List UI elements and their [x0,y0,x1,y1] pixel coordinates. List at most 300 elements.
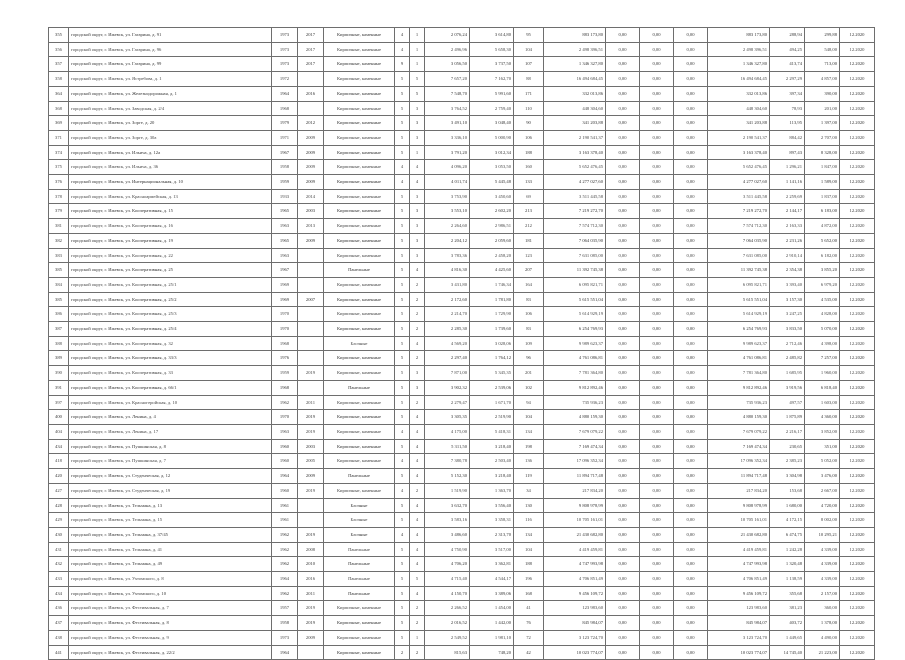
cell-total-area: 2 266,52 [425,601,470,616]
cell-completion-date: 12.2020 [840,483,875,498]
cell-cost-federal: 0,00 [606,469,640,484]
cell-total-cost: 4 880 159,30 [544,410,606,425]
cell-completion-date: 12.2020 [840,336,875,351]
cell-entrances: 2 [410,351,425,366]
cell-total-area: 5 152,30 [425,469,470,484]
cell-living-area: 7 162,70 [470,72,514,87]
cell-wall-material: Кирпичные, каменные [324,630,395,645]
cell-build-year: 1960 [272,454,298,469]
cell-row-number: 376 [49,175,69,190]
cell-entrances: 2 [410,483,425,498]
cell-limit-cost: 8 002,00 [805,513,840,528]
cell-unit-cost: 1 685,95 [770,366,805,381]
cell-living-area: 3 614,80 [470,28,514,43]
cell-limit-cost: 10 295,21 [805,527,840,542]
cell-cost-local: 0,00 [674,586,708,601]
cell-floors: 5 [395,86,410,101]
cell-completion-date: 12.2020 [840,175,875,190]
cell-limit-cost: 3 855,20 [805,263,840,278]
cell-wall-material: Кирпичные, каменные [324,189,395,204]
cell-build-year: 1933 [272,189,298,204]
cell-total-area: 7 548,70 [425,86,470,101]
cell-entrances: 4 [410,586,425,601]
cell-address: городской округ, г. Ижевск, ул. Железнодорожная, д. 1 [69,86,272,101]
cell-build-year: 1962 [272,557,298,572]
cell-cost-local: 0,00 [674,542,708,557]
cell-living-area: 1 454,00 [470,601,514,616]
cell-entrances: 4 [410,336,425,351]
cell-cost-local: 0,00 [674,557,708,572]
cell-total-area: 2 285,30 [425,322,470,337]
cell-living-area: 3 450,60 [470,189,514,204]
cell-build-year: 1965 [272,204,298,219]
cell-total-area: 5 311,50 [425,439,470,454]
cell-cost-regional: 0,00 [640,380,674,395]
cell-floors: 5 [395,292,410,307]
cell-total-cost: 1 346 327,80 [544,57,606,72]
cell-cost-local: 0,00 [674,469,708,484]
cell-completion-date: 12.2020 [840,72,875,87]
cell-total-area: 3 305,35 [425,410,470,425]
cell-total-area: 3 486,60 [425,527,470,542]
cell-cost-local: 0,00 [674,292,708,307]
cell-cost-owners: 123 983,60 [708,601,770,616]
cell-cost-regional: 0,00 [640,586,674,601]
cell-wall-material: Кирпичные, каменные [324,145,395,160]
cell-cost-owners: 9 808 978,99 [708,498,770,513]
cell-row-number: 418 [49,454,69,469]
table-row [49,130,875,145]
cell-residents: 109 [514,336,544,351]
table-row [49,380,875,395]
cell-total-cost: 2 190 541,37 [544,130,606,145]
cell-living-area: 2 986,51 [470,219,514,234]
cell-cost-federal: 0,00 [606,101,640,116]
cell-entrances: 1 [410,57,425,72]
cell-cost-owners: 7 169 474,34 [708,439,770,454]
cell-row-number: 383 [49,248,69,263]
cell-build-year: 1959 [272,175,298,190]
cell-cost-regional: 0,00 [640,395,674,410]
cell-limit-cost: 360,00 [805,601,840,616]
cell-cost-local: 0,00 [674,380,708,395]
cell-entrances: 1 [410,42,425,57]
cell-total-cost: 10 023 774,07 [544,645,606,660]
cell-floors: 2 [395,645,410,660]
cell-floors: 5 [395,572,410,587]
cell-cost-federal: 0,00 [606,42,640,57]
cell-total-cost: 332 013,86 [544,86,606,101]
cell-address: городской округ, г. Ижевск, ул. Красногеройская, д. 10 [69,395,272,410]
cell-cost-local: 0,00 [674,101,708,116]
cell-cost-regional: 0,00 [640,101,674,116]
cell-entrances: 4 [410,263,425,278]
cell-cost-regional: 0,00 [640,454,674,469]
cell-cost-regional: 0,00 [640,233,674,248]
cell-residents: 168 [514,586,544,601]
cell-total-cost: 17 096 352,34 [544,454,606,469]
table-row [49,145,875,160]
cell-build-year: 1970 [272,307,298,322]
cell-address: городской округ, г. Ижевск, ул. Фестивальная, д. 9 [69,630,272,645]
cell-cost-regional: 0,00 [640,160,674,175]
cell-unit-cost: 3 304,98 [770,469,805,484]
cell-limit-cost: 7 257,00 [805,351,840,366]
cell-entrances: 1 [410,630,425,645]
cell-row-number: 389 [49,351,69,366]
cell-cost-owners: 4 747 993,98 [708,557,770,572]
cell-repair-year [298,277,324,292]
cell-address: городской округ, г. Ижевск, ул. Фестивальная, д. 8 [69,616,272,631]
cell-limit-cost: 4 490,00 [805,630,840,645]
cell-total-cost: 4 761 086,81 [544,351,606,366]
cell-cost-local: 0,00 [674,439,708,454]
cell-unit-cost: 113,95 [770,116,805,131]
cell-unit-cost: 2 216,17 [770,424,805,439]
cell-total-area: 4 096,20 [425,160,470,175]
cell-limit-cost: 3 476,00 [805,469,840,484]
cell-completion-date: 12.2020 [840,498,875,513]
cell-total-cost: 7 631 085,00 [544,248,606,263]
cell-floors: 5 [395,336,410,351]
cell-total-cost: 9 812 892,46 [544,380,606,395]
cell-address: городской округ, г. Ижевск, ул. Зорге, д. 30а [69,130,272,145]
cell-cost-federal: 0,00 [606,410,640,425]
cell-total-cost: 9 456 109,72 [544,586,606,601]
cell-address: городской округ, г. Ижевск, ул. Ильича, д. 36 [69,160,272,175]
cell-living-area: 3 218,40 [470,469,514,484]
cell-wall-material: Кирпичные, каменные [324,351,395,366]
cell-total-area: 4 175,00 [425,424,470,439]
cell-total-cost: 6 254 769,93 [544,322,606,337]
cell-repair-year: 2016 [298,572,324,587]
cell-wall-material: Кирпичные, каменные [324,130,395,145]
cell-limit-cost: 1 960,00 [805,366,840,381]
cell-wall-material: Панельные [324,380,395,395]
cell-living-area: 5 991,60 [470,86,514,101]
cell-build-year: 1962 [272,395,298,410]
cell-completion-date: 12.2020 [840,439,875,454]
cell-unit-cost: 884,42 [770,130,805,145]
cell-repair-year: 2009 [298,175,324,190]
table-row [49,116,875,131]
cell-unit-cost: 2 297,29 [770,72,805,87]
cell-floors: 4 [395,28,410,43]
cell-total-area: 2 016,52 [425,616,470,631]
cell-build-year: 1973 [272,57,298,72]
cell-repair-year: 2019 [298,483,324,498]
cell-build-year: 1973 [272,630,298,645]
cell-unit-cost: 1 138,59 [770,572,805,587]
cell-cost-regional: 0,00 [640,336,674,351]
cell-total-cost: 6 095 821,71 [544,277,606,292]
cell-residents: 134 [514,527,544,542]
cell-floors: 5 [395,616,410,631]
cell-address: городской округ, г. Ижевск, ул. Гагарина, д. 91 [69,28,272,43]
cell-unit-cost: 1 680,00 [770,498,805,513]
cell-cost-local: 0,00 [674,86,708,101]
cell-address: городской округ, г. Ижевск, ул. Кооперативная, д. 25 [69,263,272,278]
cell-residents: 106 [514,130,544,145]
cell-floors: 5 [395,380,410,395]
cell-row-number: 378 [49,189,69,204]
cell-floors: 5 [395,410,410,425]
cell-total-cost: 5 652 476,45 [544,160,606,175]
cell-address: городской округ, г. Ижевск, ул. Тельмана, д. 49 [69,557,272,572]
cell-cost-local: 0,00 [674,72,708,87]
cell-cost-federal: 0,00 [606,380,640,395]
cell-limit-cost: 5 070,00 [805,322,840,337]
cell-cost-local: 0,00 [674,175,708,190]
cell-total-cost: 3 163 378,40 [544,145,606,160]
table-row [49,498,875,513]
cell-entrances: 2 [410,292,425,307]
cell-address: городской округ, г. Ижевск, ул. Пушкинская, д. 7 [69,454,272,469]
cell-build-year: 1965 [272,233,298,248]
cell-entrances: 4 [410,439,425,454]
cell-completion-date: 12.2020 [840,380,875,395]
cell-floors: 5 [395,248,410,263]
cell-repair-year: 2017 [298,57,324,72]
cell-total-cost: 217 834,20 [544,483,606,498]
cell-cost-owners: 7 781 364,80 [708,366,770,381]
cell-repair-year: 2009 [298,160,324,175]
cell-cost-local: 0,00 [674,322,708,337]
table-row [49,72,875,87]
cell-row-number: 379 [49,204,69,219]
cell-entrances: 3 [410,219,425,234]
cell-row-number: 368 [49,101,69,116]
cell-unit-cost: 78,93 [770,101,805,116]
cell-residents: 42 [514,645,544,660]
cell-living-area: 5 658,30 [470,42,514,57]
cell-cost-federal: 0,00 [606,630,640,645]
cell-floors: 5 [395,439,410,454]
cell-cost-local: 0,00 [674,645,708,660]
cell-total-cost: 7 679 079,22 [544,424,606,439]
cell-entrances: 3 [410,116,425,131]
cell-living-area: 5 445,48 [470,175,514,190]
cell-repair-year: 2019 [298,424,324,439]
cell-cost-owners: 7 679 079,22 [708,424,770,439]
cell-floors: 5 [395,366,410,381]
table-row [49,101,875,116]
cell-cost-owners: 735 936,23 [708,395,770,410]
cell-address: городской округ, г. Ижевск, ул. Тельмана, д. 13 [69,498,272,513]
cell-residents: 198 [514,439,544,454]
cell-living-area: 3 737,50 [470,57,514,72]
table-row [49,263,875,278]
cell-cost-federal: 0,00 [606,439,640,454]
cell-row-number: 391 [49,380,69,395]
cell-cost-regional: 0,00 [640,86,674,101]
cell-completion-date: 12.2020 [840,557,875,572]
cell-cost-regional: 0,00 [640,72,674,87]
cell-cost-federal: 0,00 [606,72,640,87]
cell-entrances: 5 [410,86,425,101]
cell-cost-regional: 0,00 [640,307,674,322]
cell-row-number: 436 [49,601,69,616]
cell-entrances: 4 [410,175,425,190]
cell-cost-owners: 16 494 684,45 [708,72,770,87]
cell-entrances: 5 [410,572,425,587]
cell-build-year: 1963 [272,219,298,234]
cell-total-area: 3 336,10 [425,130,470,145]
cell-cost-local: 0,00 [674,219,708,234]
cell-completion-date: 12.2020 [840,395,875,410]
cell-total-cost: 7 219 272,70 [544,204,606,219]
cell-cost-federal: 0,00 [606,175,640,190]
cell-cost-federal: 0,00 [606,189,640,204]
table-row [49,454,875,469]
table-row [49,557,875,572]
cell-residents: 119 [514,469,544,484]
cell-completion-date: 12.2020 [840,219,875,234]
cell-wall-material: Кирпичные, каменные [324,116,395,131]
cell-row-number: 432 [49,557,69,572]
cell-completion-date: 12.2020 [840,189,875,204]
cell-completion-date: 12.2020 [840,513,875,528]
cell-cost-owners: 6 095 821,71 [708,277,770,292]
cell-floors: 9 [395,57,410,72]
cell-residents: 110 [514,101,544,116]
cell-cost-federal: 0,00 [606,57,640,72]
cell-row-number: 356 [49,42,69,57]
cell-total-area: 2 279,47 [425,395,470,410]
cell-row-number: 434 [49,439,69,454]
cell-cost-federal: 0,00 [606,160,640,175]
cell-entrances: 1 [410,28,425,43]
cell-total-area: 4 715,40 [425,572,470,587]
cell-floors: 5 [395,513,410,528]
cell-row-number: 382 [49,233,69,248]
cell-cost-owners: 10 023 774,07 [708,645,770,660]
cell-floors: 4 [395,42,410,57]
cell-total-area: 3 491,10 [425,116,470,131]
cell-living-area: 1 746,34 [470,277,514,292]
cell-cost-federal: 0,00 [606,130,640,145]
cell-cost-owners: 5 614 929,19 [708,307,770,322]
table-row [49,28,875,43]
cell-build-year: 1963 [272,424,298,439]
cell-floors: 5 [395,116,410,131]
cell-total-area: 2 549,52 [425,630,470,645]
cell-residents: 106 [514,307,544,322]
cell-repair-year: 2009 [298,630,324,645]
cell-unit-cost: 497,57 [770,395,805,410]
cell-repair-year: 2007 [298,292,324,307]
cell-limit-cost: 548,00 [805,42,840,57]
cell-cost-owners: 5 652 476,45 [708,160,770,175]
cell-total-area: 3 902,32 [425,380,470,395]
cell-living-area: 2 539,06 [470,380,514,395]
cell-cost-owners: 11 894 717,48 [708,469,770,484]
cell-cost-owners: 11 392 745,38 [708,263,770,278]
cell-cost-local: 0,00 [674,616,708,631]
table-row [49,527,875,542]
cell-total-area: 3 553,10 [425,204,470,219]
cell-cost-local: 0,00 [674,366,708,381]
cell-limit-cost: 4 720,00 [805,498,840,513]
cell-wall-material: Кирпичные, каменные [324,454,395,469]
cell-unit-cost: 4 172,15 [770,513,805,528]
cell-cost-owners: 4 761 086,81 [708,351,770,366]
cell-total-area: 4 750,90 [425,542,470,557]
cell-total-area: 2 297,40 [425,351,470,366]
cell-cost-owners: 9 812 892,46 [708,380,770,395]
cell-floors: 5 [395,601,410,616]
cell-cost-owners: 6 254 769,93 [708,322,770,337]
cell-entrances: 3 [410,233,425,248]
table-row [49,645,875,660]
cell-entrances: 5 [410,72,425,87]
cell-unit-cost: 2 910,14 [770,248,805,263]
cell-cost-owners: 10 705 161,01 [708,513,770,528]
cell-completion-date: 12.2020 [840,601,875,616]
cell-address: городской округ, г. Ижевск, ул. Студенческая, д. 19 [69,483,272,498]
cell-unit-cost: 2 385,23 [770,454,805,469]
cell-address: городской округ, г. Ижевск, ул. Студенческая, д. 12 [69,469,272,484]
cell-cost-federal: 0,00 [606,219,640,234]
cell-wall-material: Панельные [324,586,395,601]
cell-limit-cost: 5 052,00 [805,454,840,469]
cell-cost-local: 0,00 [674,233,708,248]
cell-cost-regional: 0,00 [640,572,674,587]
cell-cost-federal: 0,00 [606,366,640,381]
cell-repair-year: 2008 [298,542,324,557]
cell-repair-year: 2009 [298,233,324,248]
cell-cost-local: 0,00 [674,263,708,278]
cell-total-area: 3 764,52 [425,101,470,116]
cell-build-year: 1964 [272,572,298,587]
cell-unit-cost: 494,25 [770,42,805,57]
cell-floors: 5 [395,277,410,292]
cell-entrances: 4 [410,424,425,439]
cell-build-year: 1964 [272,86,298,101]
cell-cost-regional: 0,00 [640,645,674,660]
cell-completion-date: 12.2020 [840,424,875,439]
cell-cost-owners: 7 219 272,70 [708,204,770,219]
cell-cost-federal: 0,00 [606,233,640,248]
cell-wall-material: Кирпичные, каменные [324,424,395,439]
cell-cost-owners: 7 064 035,90 [708,233,770,248]
cell-cost-regional: 0,00 [640,527,674,542]
cell-limit-cost: 351,00 [805,439,840,454]
cell-unit-cost: 288,94 [770,28,805,43]
cell-cost-federal: 0,00 [606,395,640,410]
cell-repair-year [298,645,324,660]
cell-residents: 72 [514,630,544,645]
cell-living-area: 2 602,20 [470,204,514,219]
cell-cost-federal: 0,00 [606,86,640,101]
cell-cost-regional: 0,00 [640,263,674,278]
cell-residents: 69 [514,189,544,204]
cell-unit-cost: 2 231,26 [770,233,805,248]
cell-total-area: 2 172,60 [425,292,470,307]
cell-repair-year: 2019 [298,527,324,542]
cell-total-cost: 4 706 851,49 [544,572,606,587]
cell-completion-date: 12.2020 [840,130,875,145]
cell-cost-owners: 3 123 724,70 [708,630,770,645]
table-row [49,572,875,587]
cell-build-year: 1976 [272,351,298,366]
cell-total-cost: 7 169 474,34 [544,439,606,454]
cell-build-year: 1969 [272,292,298,307]
cell-total-area: 4 569,20 [425,336,470,351]
cell-wall-material: Кирпичные, каменные [324,175,395,190]
cell-residents: 83 [514,292,544,307]
cell-cost-regional: 0,00 [640,175,674,190]
